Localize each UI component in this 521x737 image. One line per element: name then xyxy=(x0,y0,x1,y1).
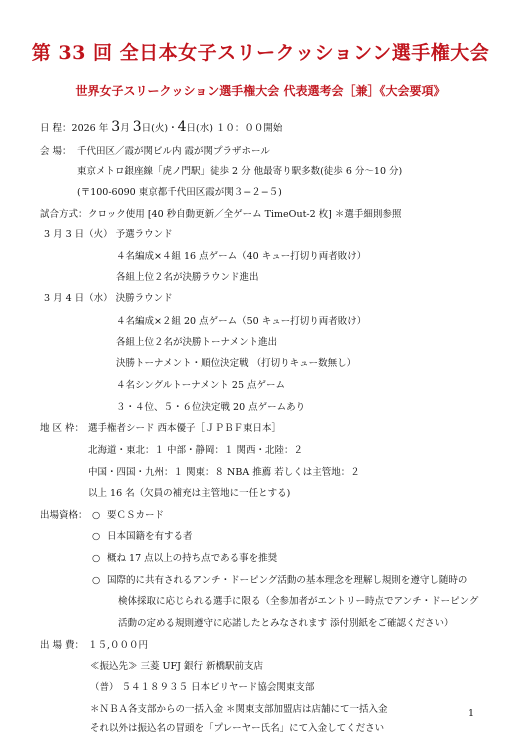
eligibility-continuation-2: 活動の定める規則遵守に応諾したとみなされます 添付別紙をご確認ください） xyxy=(118,618,454,629)
page-title: 第 33 回 全日本女子スリークッションン選手権大会 xyxy=(31,42,490,64)
venue-label: 会 場： xyxy=(40,146,72,157)
page-subtitle: 世界女子スリークッション選手権大会 代表選考会［兼］《大会要項》 xyxy=(75,84,446,98)
format-text: クロック使用 [40 秒自動更新／全ゲーム TimeOut-2 枚] ＊選手細則参照 xyxy=(88,209,402,220)
fee-line-2: （普） ５４１８９３５ 日本ビリヤード協会関東支部 xyxy=(90,682,315,693)
quota-line-4: 以上 16 名（欠員の補充は主管地に一任とする) xyxy=(88,488,291,499)
day2-heading: 3 月 4 日（水） 決勝ラウンド xyxy=(44,293,173,304)
circle-bullet-icon: ○ xyxy=(92,553,101,564)
quota-line-3: 中国・四国・九州：１ 関東：８ NBA 推薦 若しくは主管地：２ xyxy=(88,467,360,478)
eligibility-continuation-1: 検体採取に応じられる選手に限る（全参加者がエントリー時点でアンチ・ドーピング xyxy=(118,596,479,607)
date-year: 2026 年 xyxy=(71,123,109,134)
date-line xyxy=(40,120,282,134)
format-label: 試合方式： xyxy=(40,209,88,220)
date-day2-tail: 日(水) １０：００開始 xyxy=(186,123,283,134)
circle-bullet-icon: ○ xyxy=(92,531,101,542)
venue-line-2: 東京メトロ銀座線「虎ノ門駅」徒歩 2 分 他最寄り駅多数(徒歩 6 分〜10 分) xyxy=(77,166,403,177)
day2-line-1: ４名編成×２組 20 点ゲーム（50 キュー打切り両者敗け） xyxy=(116,316,367,327)
venue-line-3: (〒100-6090 東京都千代田区霞が関３−２−５) xyxy=(77,187,282,198)
fee-label: 出 場 費： xyxy=(40,640,85,651)
date-month-suffix: 月 xyxy=(120,123,130,134)
eligibility-item-3 xyxy=(92,554,277,564)
circle-bullet-icon: ○ xyxy=(92,510,101,521)
day2-line-5: ３・４位、５・６位決定戦 20 点ゲームあり xyxy=(116,402,306,413)
circle-bullet-icon: ○ xyxy=(92,575,101,586)
eligibility-text-2: 日本国籍を有する者 xyxy=(107,531,193,542)
eligibility-label: 出場資格： xyxy=(40,510,88,521)
day1-heading: 3 月 3 日（火） 予選ラウンド xyxy=(44,229,173,240)
eligibility-text-4: 国際的に共有されるアンチ・ドーピング活動の基本理念を理解し規則を遵守し随時の xyxy=(107,575,468,586)
eligibility-text-1: 要ＣＳカード xyxy=(107,510,165,521)
day2-line-4: ４名シングルトーナメント 25 点ゲーム xyxy=(116,380,286,391)
fee-line-4: それ以外は振込名の冒頭を「プレーヤー氏名」にて入金してください xyxy=(90,723,385,734)
date-label: 日 程： xyxy=(40,123,72,134)
eligibility-item-2 xyxy=(92,532,193,542)
eligibility-text-3: 概ね 17 点以上の持ち点である事を推奨 xyxy=(107,553,278,564)
eligibility-item-1 xyxy=(92,511,164,521)
day2-line-2: 各組上位２名が決勝トーナメント進出 xyxy=(116,337,278,348)
day2-line-3: 決勝トーナメント・順位決定戦 （打切りキュー数無し） xyxy=(116,358,357,369)
day1-line-1: ４名編成×４組 16 点ゲーム（40 キュー打切り両者敗け） xyxy=(116,251,367,262)
date-day2-day: 4 xyxy=(177,119,187,135)
venue-line-1: 千代田区／霞が関ビル内 霞が関プラザホール xyxy=(77,146,270,157)
date-day1-tail: 日(火)・ xyxy=(141,123,178,134)
quota-line-2: 北海道・東北：１ 中部・静岡：１ 関西・北陸：２ xyxy=(88,445,304,456)
eligibility-item-4 xyxy=(92,576,467,586)
quota-label: 地 区 枠： xyxy=(40,423,85,434)
fee-line-3: ＊ＮＢＡ各支部からの一括入金 ＊関東支部加盟店は店舗にて一括入金 xyxy=(90,704,388,715)
quota-line-1: 選手権者シード 西本優子［ＪＰＢＦ東日本］ xyxy=(88,423,282,434)
day1-line-2: 各組上位２名が決勝ラウンド進出 xyxy=(116,272,259,283)
fee-line-1: ≪振込先≫ 三菱 UFJ 銀行 新橋駅前支店 xyxy=(90,661,263,672)
date-day1-day: 3 xyxy=(132,119,142,135)
fee-amount: １５,０００円 xyxy=(88,640,149,651)
page-number: 1 xyxy=(468,708,475,719)
date-day1-month: 3 xyxy=(111,119,121,135)
